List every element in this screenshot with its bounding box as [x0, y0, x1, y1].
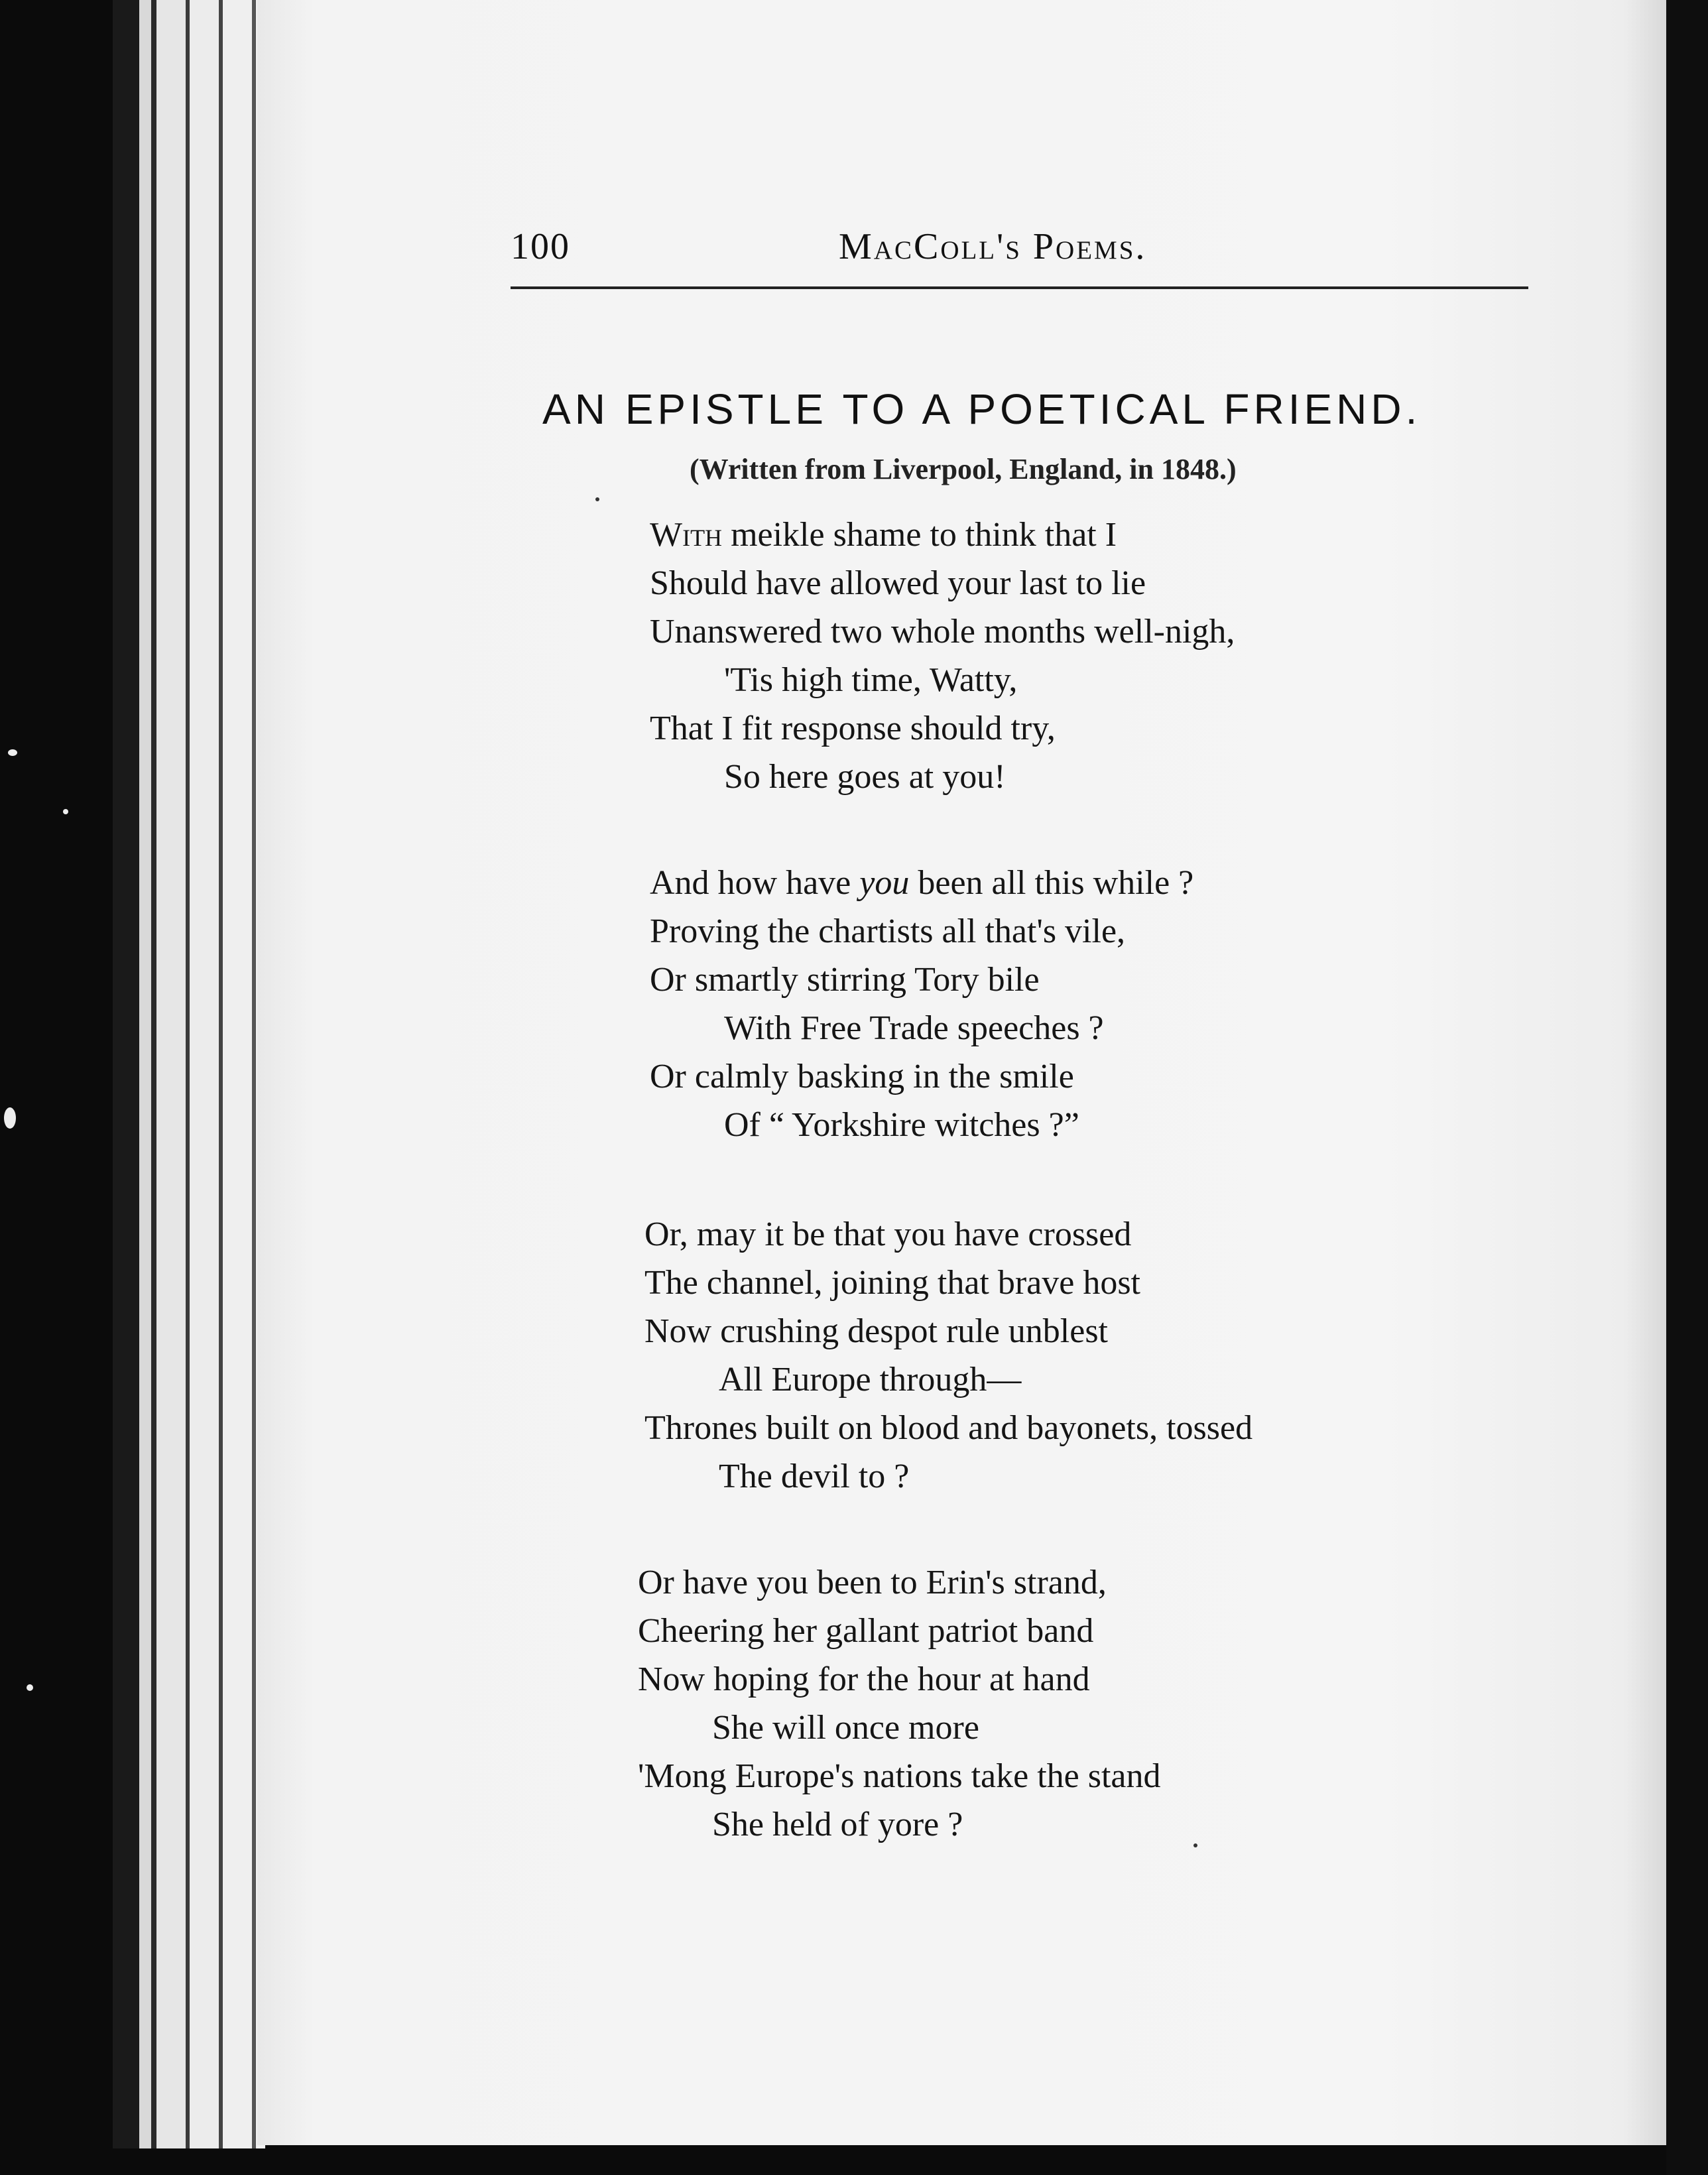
poem-line-indented: The devil to ?: [719, 1458, 910, 1495]
stanza-2: [650, 859, 1512, 1149]
scan-speck: [63, 809, 68, 814]
poem-line: 'Mong Europe's nations take the stand: [638, 1757, 1161, 1795]
line-text: meikle shame to think that I: [722, 516, 1117, 554]
poem-line: Unanswered two whole months well-nigh,: [650, 613, 1235, 651]
poem-line: Now hoping for the hour at hand: [638, 1660, 1090, 1698]
poem-line: [650, 859, 1512, 907]
stanza-3: [644, 1210, 1506, 1501]
poem-line: Or have you been to Erin's strand,: [638, 1564, 1107, 1601]
stanza-4: [638, 1558, 1500, 1849]
poem-line: Proving the chartists all that's vile,: [650, 912, 1126, 950]
poem-subtitle: (Written from Liverpool, England, in 1848.): [690, 453, 1237, 485]
small-caps-lead: With: [650, 516, 723, 554]
emphasis: you: [859, 864, 910, 902]
poem-line: Now crushing despot rule unblest: [644, 1312, 1109, 1350]
poem-line: Or, may it be that you have crossed: [644, 1215, 1132, 1253]
poem-line-indented: She will once more: [712, 1709, 979, 1747]
stanza-1: [650, 511, 1512, 801]
poem-line: Or smartly stirring Tory bile: [650, 961, 1040, 999]
page-stack-edges: [113, 0, 265, 2148]
poem-title: AN EPISTLE TO A POETICAL FRIEND.: [542, 385, 1422, 433]
poem-line: [650, 511, 1512, 559]
poem-line-indented: She held of yore ?: [712, 1806, 963, 1843]
poem-line-indented: Of “ Yorkshire witches ?”: [724, 1106, 1079, 1144]
running-head: MacColl's Poems.: [839, 226, 1147, 267]
poem-line: That I fit response should try,: [650, 710, 1056, 747]
scan-speck: [27, 1684, 33, 1691]
poem-line: Cheering her gallant patriot band: [638, 1612, 1094, 1650]
scan-speck: [1193, 1843, 1197, 1847]
scan-speck: [8, 749, 17, 756]
scan-speck: [4, 1107, 16, 1129]
poem-line: Should have allowed your last to lie: [650, 564, 1146, 602]
scan-speck: [595, 497, 599, 501]
scan-border-right: [1666, 0, 1708, 2175]
poem-line-indented: All Europe through—: [719, 1361, 1022, 1398]
header-rule: [511, 286, 1528, 289]
poem-line-indented: 'Tis high time, Watty,: [724, 661, 1018, 699]
line-text: And how have: [650, 864, 860, 902]
poem-line-indented: With Free Trade speeches ?: [724, 1009, 1104, 1047]
poem-line: The channel, joining that brave host: [644, 1264, 1141, 1302]
page-number: 100: [511, 226, 570, 267]
poem-line: Or calmly basking in the smile: [650, 1058, 1074, 1095]
poem-line-indented: So here goes at you!: [724, 758, 1006, 796]
poem-line: Thrones built on blood and bayonets, tossed: [644, 1409, 1253, 1447]
line-text: been all this while ?: [909, 864, 1194, 902]
